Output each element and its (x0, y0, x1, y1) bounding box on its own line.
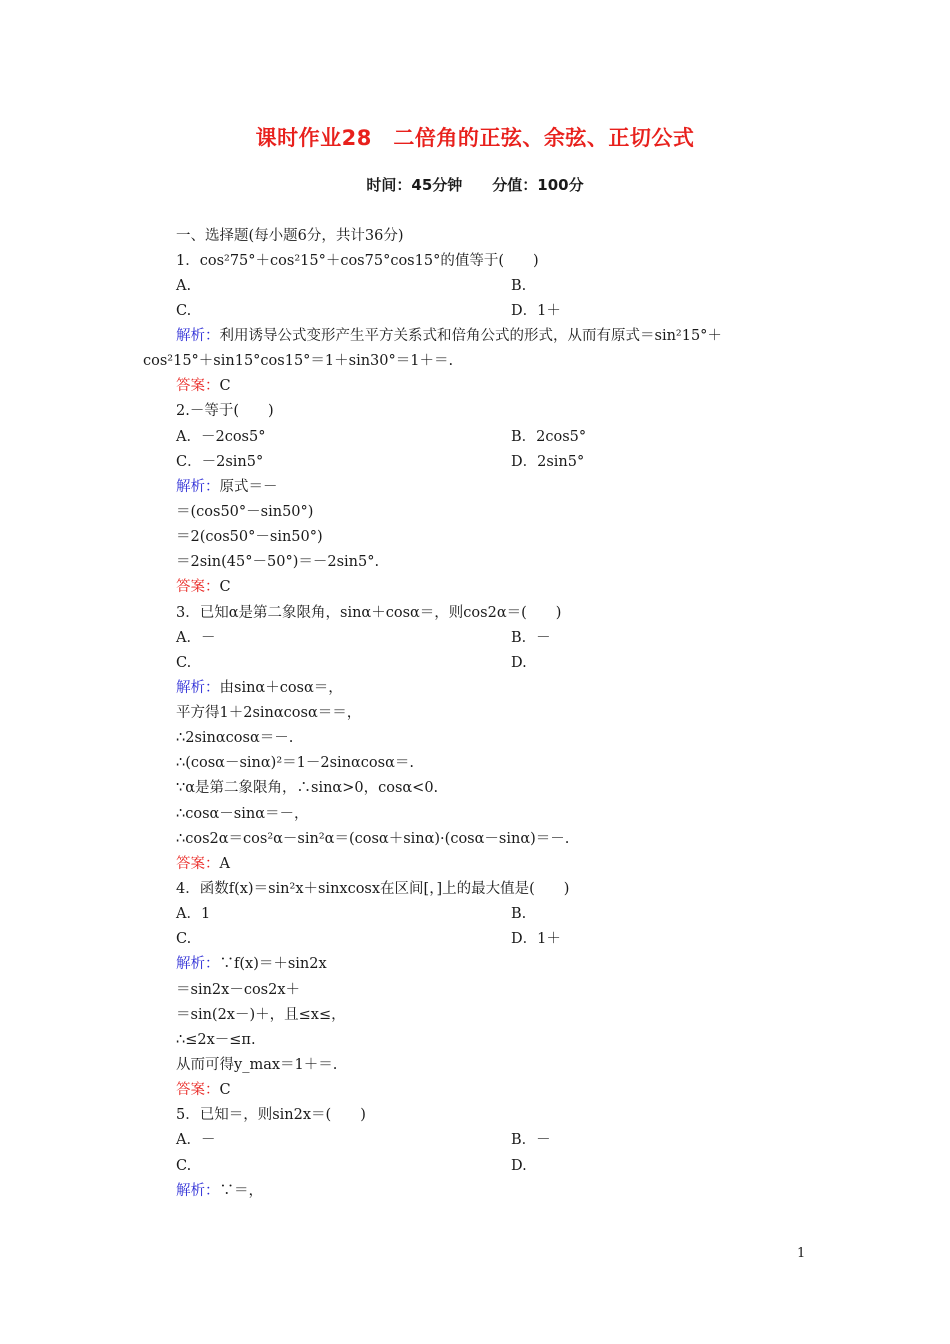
q1-solution-line1: 解析：利用诱导公式变形产生平方关系式和倍角公式的形式，从而有原式＝sin²15°＋ (176, 328, 722, 344)
q2-solution-line2: ＝(cos50°－sin50°) (176, 504, 314, 520)
q3-solution-line5: ∵α是第二象限角，∴sinα>0，cosα<0. (176, 780, 439, 796)
q4-option-a: A．1 (176, 906, 211, 922)
q4-answer: 答案：C (176, 1082, 231, 1098)
jiexi-label: 解析： (176, 479, 220, 495)
q2-answer: 答案：C (176, 579, 231, 595)
q1-option-a: A. (176, 278, 192, 294)
q1-stem: 1．cos²75°＋cos²15°＋cos75°cos15°的值等于( ) (176, 253, 539, 269)
q5-solution-line1: 解析：∵＝， (176, 1183, 263, 1199)
q4-option-c: C. (176, 931, 192, 947)
q2-option-d: D．2sin5° (511, 454, 585, 470)
daan-label: 答案： (176, 1082, 220, 1098)
q1-answer: 答案：C (176, 378, 231, 394)
q3-option-b: B．－ (511, 630, 551, 646)
q2-solution-line1: 解析：原式＝－ (176, 479, 278, 495)
q2-option-a: A．－2cos5° (176, 429, 266, 445)
q5-option-c: C. (176, 1158, 192, 1174)
q4-option-d: D．1＋ (511, 931, 561, 947)
q1-option-c: C. (176, 303, 192, 319)
page-number: 1 (797, 1246, 806, 1261)
jiexi-label: 解析： (176, 328, 220, 344)
q3-solution-line3: ∴2sinαcosα＝－. (176, 730, 294, 746)
q4-option-b: B. (511, 906, 527, 922)
q3-solution-line6: ∴cosα－sinα＝－， (176, 806, 309, 822)
daan-label: 答案： (176, 579, 220, 595)
page-title: 课时作业28 二倍角的正弦、余弦、正切公式 (255, 126, 695, 150)
section-heading: 一、选择题(每小题6分，共计36分) (176, 228, 404, 244)
time-score-info: 时间：45分钟 分值：100分 (366, 176, 584, 194)
jiexi-label: 解析： (176, 1183, 220, 1199)
daan-label: 答案： (176, 378, 220, 394)
q1-option-d: D．1＋ (511, 303, 561, 319)
q3-solution-line2: 平方得1＋2sinαcosα＝＝， (176, 705, 362, 721)
q2-solution-line4: ＝2sin(45°－50°)＝－2sin5°. (176, 554, 380, 570)
q3-solution-line7: ∴cos2α＝cos²α－sin²α＝(cosα＋sinα)·(cosα－sinα)＝－. (176, 831, 570, 847)
q3-option-c: C. (176, 655, 192, 671)
q5-option-b: B．－ (511, 1132, 551, 1148)
q3-stem: 3．已知α是第二象限角，sinα＋cosα＝，则cos2α＝( ) (176, 605, 562, 621)
q3-option-d: D. (511, 655, 527, 671)
q4-solution-line4: ∴≤2x－≤π. (176, 1032, 256, 1048)
q4-solution-line2: ＝sin2x－cos2x＋ (176, 982, 301, 998)
q4-solution-line5: 从而可得y_max＝1＋＝. (176, 1057, 338, 1073)
q3-solution-line4: ∴(cosα－sinα)²＝1－2sinαcosα＝. (176, 755, 414, 771)
q1-option-b: B. (511, 278, 527, 294)
jiexi-label: 解析： (176, 680, 220, 696)
q3-solution-line1: 解析：由sinα＋cosα＝， (176, 680, 343, 696)
q5-option-a: A．－ (176, 1132, 216, 1148)
q5-stem: 5．已知＝，则sin2x＝( ) (176, 1107, 366, 1123)
q2-option-c: C．－2sin5° (176, 454, 264, 470)
q5-option-d: D. (511, 1158, 527, 1174)
q4-solution-line3: ＝sin(2x－)＋，且≤x≤， (176, 1007, 346, 1023)
q2-solution-line3: ＝2(cos50°－sin50°) (176, 529, 323, 545)
q2-option-b: B．2cos5° (511, 429, 587, 445)
q3-answer: 答案：A (176, 856, 230, 872)
daan-label: 答案： (176, 856, 220, 872)
jiexi-label: 解析： (176, 956, 220, 972)
q1-solution-line2: cos²15°＋sin15°cos15°＝1＋sin30°＝1＋＝. (143, 353, 454, 369)
q4-stem: 4．函数f(x)＝sin²x＋sinxcosx在区间[，]上的最大值是( ) (176, 881, 570, 897)
q2-stem: 2.－等于( ) (176, 403, 274, 419)
q4-solution-line1: 解析：∵f(x)＝＋sin2x (176, 956, 327, 972)
q3-option-a: A．－ (176, 630, 216, 646)
